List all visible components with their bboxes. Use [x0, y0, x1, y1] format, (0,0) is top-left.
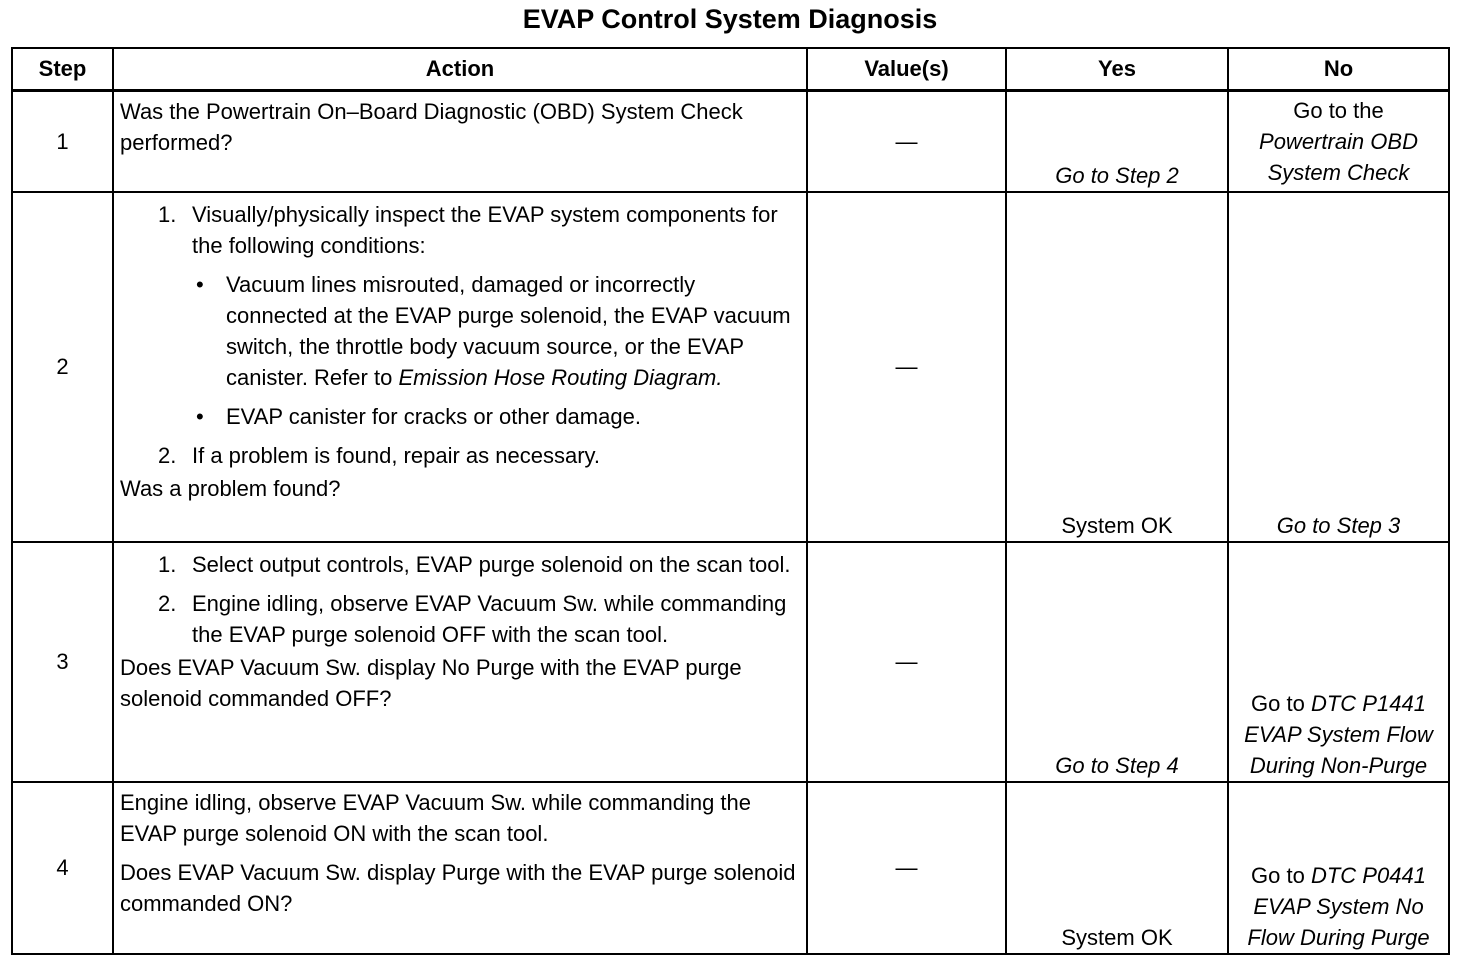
- yes-link[interactable]: Go to Step 2: [1006, 91, 1228, 192]
- list-number: 1.: [158, 201, 177, 227]
- step-number: 3: [12, 542, 113, 782]
- step-number: 2: [12, 192, 113, 542]
- no-link[interactable]: Powertrain OBD System Check: [1259, 128, 1418, 185]
- no-cell: [1228, 542, 1449, 782]
- condition-list: [192, 269, 798, 432]
- yes-text: System OK: [1006, 782, 1228, 954]
- header-action: Action: [113, 48, 807, 91]
- value-cell: —: [807, 542, 1006, 782]
- list-number: 2.: [158, 442, 177, 468]
- step-number: 4: [12, 782, 113, 954]
- no-cell: [1228, 782, 1449, 954]
- action-question: Was the Powertrain On–Board Diagnostic (OBD) System Check performed?: [120, 99, 743, 155]
- table-row: [12, 192, 1449, 542]
- no-link[interactable]: Go to Step 3: [1228, 192, 1449, 542]
- list-item: [158, 440, 798, 471]
- action-list: [120, 549, 798, 650]
- list-item-text: Engine idling, observe EVAP Vacuum Sw. while commanding the EVAP purge solenoid OFF with the scan tool.: [192, 590, 787, 647]
- list-number: 2.: [158, 590, 177, 616]
- yes-link[interactable]: Go to Step 4: [1006, 542, 1228, 782]
- value-cell: —: [807, 192, 1006, 542]
- list-item: [192, 401, 798, 432]
- page-title: EVAP Control System Diagnosis: [522, 4, 938, 34]
- list-item: [158, 588, 798, 650]
- header-yes: Yes: [1006, 48, 1228, 91]
- bullet-icon: •: [196, 403, 204, 429]
- action-question: Does EVAP Vacuum Sw. display No Purge with the EVAP purge solenoid commanded OFF?: [120, 654, 742, 711]
- reference-link[interactable]: Emission Hose Routing Diagram.: [398, 364, 723, 390]
- no-cell: [1228, 91, 1449, 192]
- value-cell: —: [807, 91, 1006, 192]
- bullet-icon: •: [196, 271, 204, 297]
- step-number: 1: [12, 91, 113, 192]
- list-item-text: Select output controls, EVAP purge solenoid on the scan tool.: [192, 551, 791, 577]
- action-text: Engine idling, observe EVAP Vacuum Sw. while commanding the EVAP purge solenoid ON with the scan tool.: [120, 789, 752, 846]
- list-item: [192, 269, 798, 393]
- action-question: Was a problem found?: [120, 475, 341, 501]
- list-number: 1.: [158, 551, 177, 577]
- action-cell: [113, 542, 807, 782]
- table-row: [12, 542, 1449, 782]
- list-item-text: Visually/physically inspect the EVAP system components for the following conditions:: [192, 201, 778, 258]
- value-cell: —: [807, 782, 1006, 954]
- header-values: Value(s): [807, 48, 1006, 91]
- no-link[interactable]: DTC P0441 EVAP System No Flow During Purge: [1247, 862, 1430, 950]
- header-step: Step: [12, 48, 113, 91]
- list-item-text: Vacuum lines misrouted, damaged or incorrectly connected at the EVAP purge solenoid, the EVAP vacuum switch, the throttle body vacuum source, or the EVAP canister. Refer to: [226, 271, 791, 390]
- list-item-text: EVAP canister for cracks or other damage.: [226, 403, 641, 429]
- no-link[interactable]: DTC P1441 EVAP System Flow During Non-Purge: [1244, 690, 1433, 778]
- action-cell: [113, 192, 807, 542]
- action-list: [120, 199, 798, 471]
- table-row: [12, 91, 1449, 192]
- action-question: Does EVAP Vacuum Sw. display Purge with the EVAP purge solenoid commanded ON?: [120, 859, 796, 916]
- list-item: [158, 549, 798, 580]
- list-item: [158, 199, 798, 432]
- action-cell: [113, 782, 807, 954]
- table-row: [12, 782, 1449, 954]
- diagnosis-table: [11, 47, 1450, 955]
- no-text: Go to: [1251, 690, 1305, 716]
- header-no: No: [1228, 48, 1449, 91]
- list-item-text: If a problem is found, repair as necessary.: [192, 442, 601, 468]
- header-row: [12, 48, 1449, 91]
- action-cell: [113, 91, 807, 192]
- yes-text: System OK: [1006, 192, 1228, 542]
- no-text: Go to the: [1293, 97, 1384, 123]
- no-text: Go to: [1251, 862, 1305, 888]
